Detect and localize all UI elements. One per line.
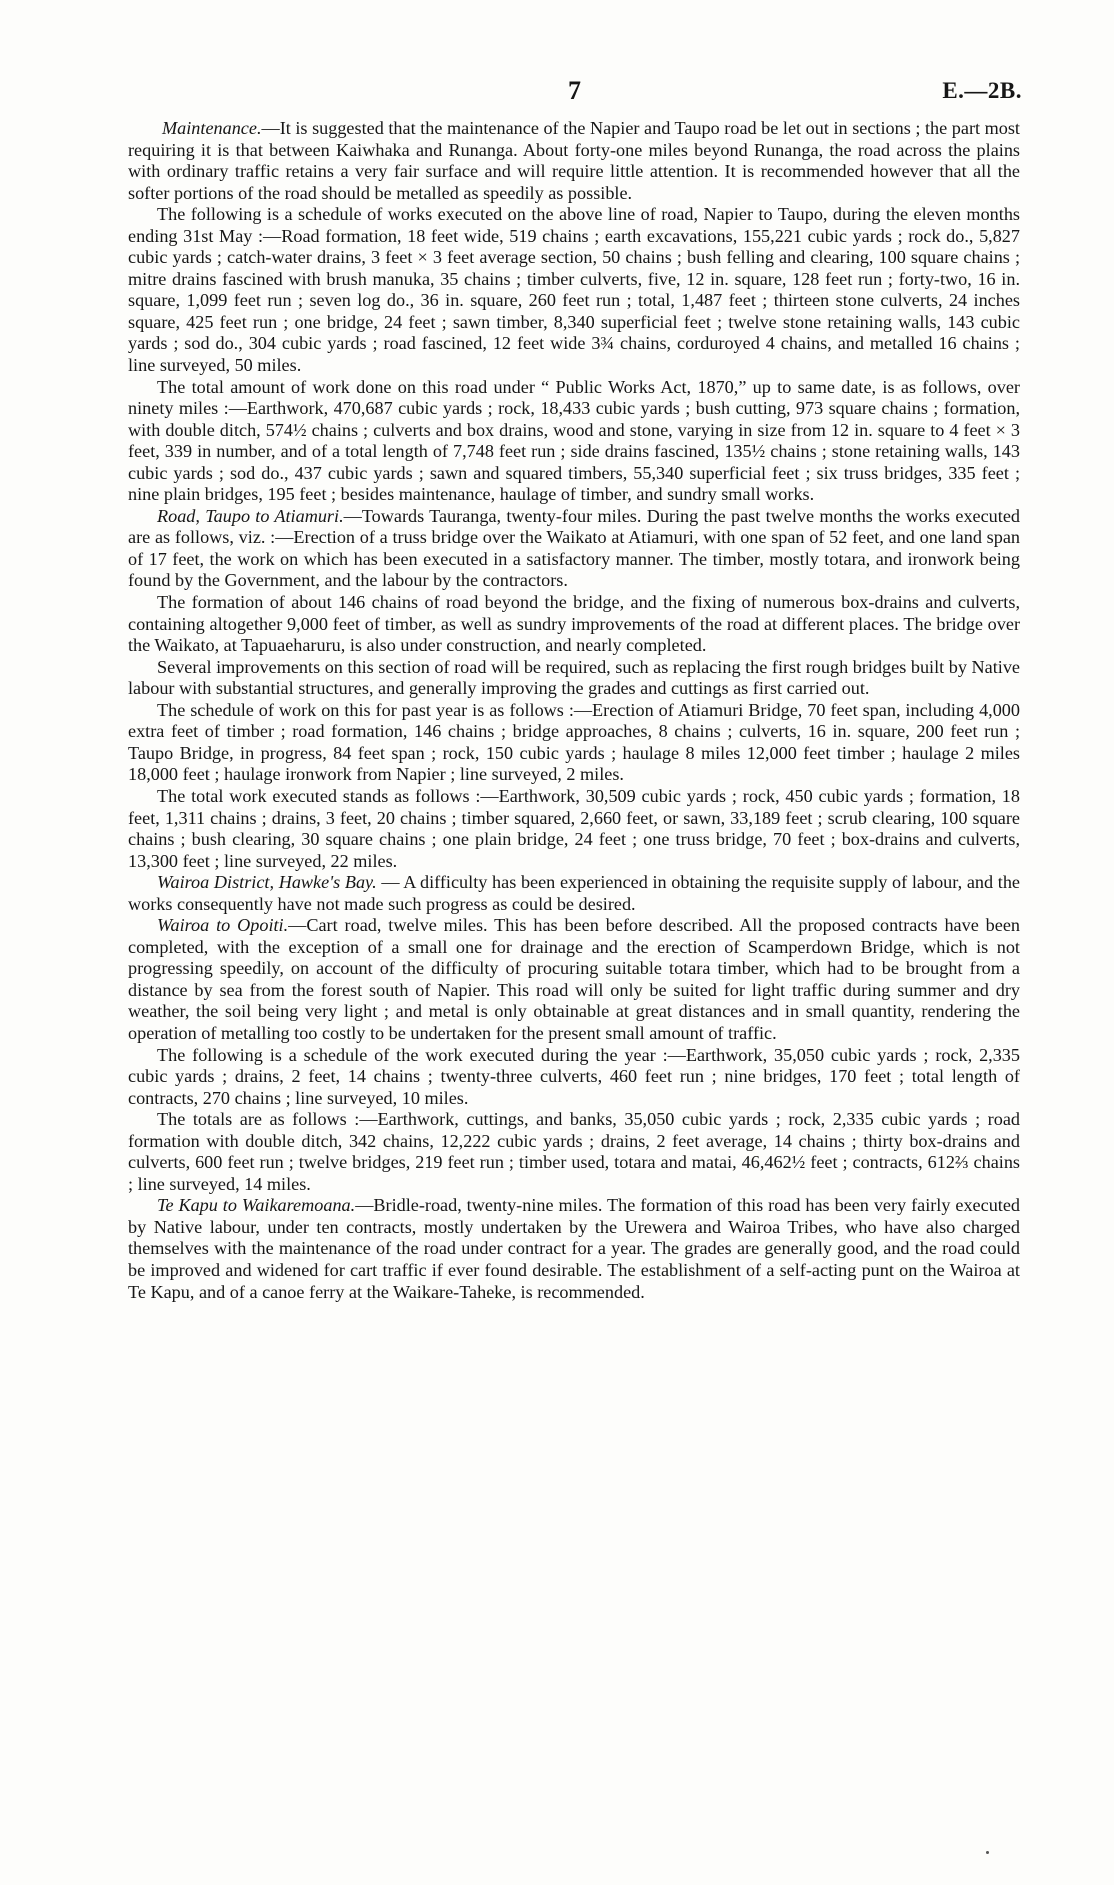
paragraph-text: The totals are as follows :—Earthwork, cuttings, and banks, 35,050 cubic yards ; rock, 2,335 cubic yards ; road formation with double ditch, 342 chains, 12,222 cubic yards ; drains, 2 feet average, 14 chains ; thirty box-drains and culverts, 600 feet run ; twelve bridges, 219 feet run ; timber used, totara and matai, 46,462½ feet ; contracts, 612⅔ chains ; line surveyed, 14 miles. [128,1109,1020,1194]
page-header [0,76,1114,116]
paragraph-atiamuri-improvements [128,657,1020,700]
paragraph-atiamuri-schedule [128,700,1020,786]
paragraph-text: — A difficulty has been experienced in obtaining the requisite supply of labour, and the works consequently have not made such progress as could be desired. [128,872,1020,914]
paragraph-wairoa-totals [128,1109,1020,1195]
page-number: 7 [568,76,581,105]
paper-speck [986,1851,989,1854]
paragraph-text: The total work executed stands as follows :—Earthwork, 30,509 cubic yards ; rock, 450 cubic yards ; formation, 18 feet, 1,311 chains ; drains, 3 feet, 20 chains ; timber squared, 2,660 feet, or sawn, 33,189 feet ; scrub clearing, 100 square chains ; bush clearing, 30 square chains ; one plain bridge, 24 feet ; one truss bridge, 70 feet ; box-drains and culverts, 13,300 feet ; line surveyed, 22 miles. [128,785,1020,871]
paragraph-atiamuri-totals [128,786,1020,872]
paragraph-lead: Wairoa District, Hawke's Bay. [157,872,377,893]
paragraph-taupo-atiamuri [128,506,1020,592]
paragraph-lead: Te Kapu to Waikaremoana. [157,1195,356,1216]
paragraph-te-kapu-waikaremoana [128,1195,1020,1303]
paragraph-text: The schedule of work on this for past year is as follows :—Erection of Atiamuri Bridge, 70 feet span, including 4,000 extra feet of timber ; road formation, 146 chains ; bridge approaches, 8 chains ; culverts, 16 in. square, 200 feet run ; Taupo Bridge, in progress, 84 feet span ; rock, 150 cubic yards ; haulage 8 miles 12,000 feet timber ; haulage 2 miles 18,000 feet ; haulage ironwork from Napier ; line surveyed, 2 miles. [128,699,1020,785]
paragraph-wairoa-opoiti [128,915,1020,1044]
paragraph-text: The total amount of work done on this road under “ Public Works Act, 1870,” up to same date, is as follows, over ninety miles :—Earthwork, 470,687 cubic yards ; rock, 18,433 cubic yards ; bush cutting, 973 square chains ; formation, with double ditch, 574½ chains ; culverts and box drains, wood and stone, varying in size from 12 in. square to 4 feet × 3 feet, 339 in number, and of a total length of 7,748 feet run ; side drains fascined, 135½ chains ; stone retaining walls, 143 cubic yards ; sod do., 437 cubic yards ; sawn and squared timbers, 55,340 superficial feet ; six truss bridges, 335 feet ; nine plain bridges, 195 feet ; besides maintenance, haulage of timber, and sundry small works. [128,376,1020,505]
paragraph-text: Several improvements on this section of road will be required, such as replacing the first rough bridges built by Native labour with substantial structures, and generally improving the grades and cuttings as first carried out. [128,656,1020,699]
paragraph-napier-taupo-schedule [128,204,1020,376]
paragraph-text: —Towards Tauranga, twenty-four miles. During the past twelve months the works executed are as follows, viz. :—Erection of a truss bridge over the Waikato at Atiamuri, with one span of 52 feet, and one land span of 17 feet, the work on which has been executed in a satisfactory manner. The timber, mostly totara, and ironwork being found by the Government, and the labour by the contractors. [128,505,1021,591]
paragraph-lead: Maintenance. [162,118,262,138]
paragraph-napier-taupo-totals [128,377,1020,506]
paragraph-text: —Cart road, twelve miles. This has been before described. All the proposed contracts have been completed, with the exception of a small one for drainage and the erection of Scamperdown Bridge, which is not progressing speedily, on account of the difficulty of procuring suitable totara timber, which had to be brought from a distance by sea from the forest south of Napier. This road will only be suited for light traffic during summer and dry weather, the soil being very light ; and metal is only obtainable at great distances and in small quantity, rendering the operation of metalling too costly to be undertaken for the present small amount of traffic. [128,915,1020,1043]
paragraph-atiamuri-formation [128,592,1020,657]
paragraph-text: The following is a schedule of works executed on the above line of road, Napier to Taupo, during the eleven months ending 31st May :—Road formation, 18 feet wide, 519 chains ; earth excavations, 155,221 cubic yards ; rock do., 5,827 cubic yards ; catch-water drains, 3 feet × 3 feet average section, 50 chains ; bush felling and clearing, 100 square chains ; mitre drains fascined with brush manuka, 35 chains ; timber culverts, five, 12 in. square, 128 feet run ; forty-two, 16 in. square, 1,099 feet run ; seven log do., 36 in. square, 260 feet run ; total, 1,487 feet ; thirteen stone culverts, 24 inches square, 425 feet run ; one bridge, 24 feet ; sawn timber, 8,340 superficial feet ; twelve stone retaining walls, 143 cubic yards ; sod do., 304 cubic yards ; road fascined, 12 feet wide 3¾ chains, corduroyed 4 chains, and metalled 16 chains ; line surveyed, 50 miles. [128,204,1020,376]
paragraph-wairoa-schedule [128,1045,1020,1110]
paragraph-lead: Road, Taupo to Atiamuri. [157,505,344,526]
paragraph-lead: Wairoa to Opoiti. [157,915,289,936]
paragraph-text: —It is suggested that the maintenance of the Napier and Taupo road be let out in sections ; the part most requiring it is that between Kaiwhaka and Runanga. About forty-one miles beyond Runanga, the road across the plains with ordinary traffic retains a very fair surface and will require little attention. It is recommended however that all the softer portions of the road should be metalled as speedily as possible. [128,118,1020,203]
paragraph-maintenance [128,118,1020,204]
paragraph-wairoa-district [128,872,1020,915]
paragraph-text: The formation of about 146 chains of road beyond the bridge, and the fixing of numerous box-drains and culverts, containing altogether 9,000 feet of timber, as well as sundry improvements of the road at different places. The bridge over the Waikato, at Tapuaeharuru, is also under construction, and nearly completed. [128,592,1020,656]
document-reference: E.—2B. [942,78,1022,103]
body-text [128,118,1020,1303]
paragraph-text: The following is a schedule of the work executed during the year :—Earthwork, 35,050 cubic yards ; rock, 2,335 cubic yards ; drains, 2 feet, 14 chains ; twenty-three culverts, 460 feet run ; nine bridges, 170 feet ; total length of contracts, 270 chains ; line surveyed, 10 miles. [128,1044,1020,1108]
paragraph-text: —Bridle-road, twenty-nine miles. The formation of this road has been very fairly executed by Native labour, under ten contracts, mostly undertaken by the Urewera and Wairoa Tribes, who have also charged themselves with the maintenance of the road under contract for a year. The grades are generally good, and the road could be improved and widened for cart traffic if ever found desirable. The establishment of a self-acting punt on the Wairoa at Te Kapu, and of a canoe ferry at the Waikare-Taheke, is recommended. [128,1195,1021,1302]
